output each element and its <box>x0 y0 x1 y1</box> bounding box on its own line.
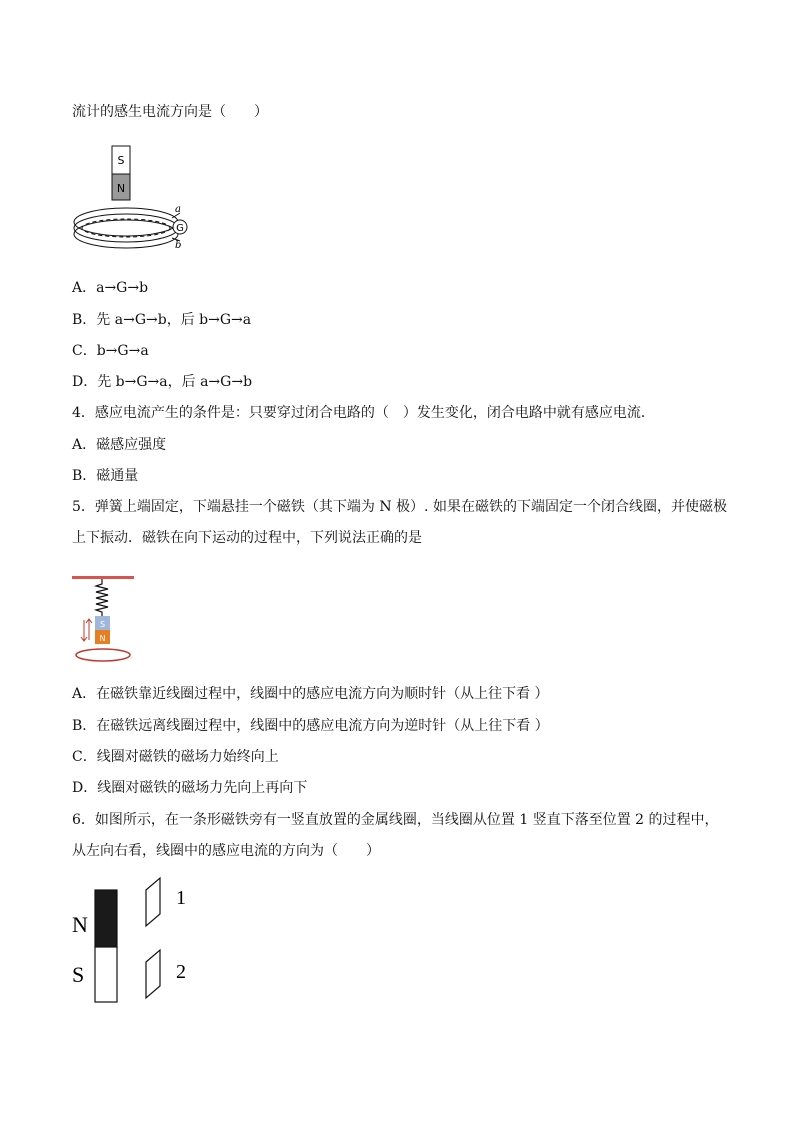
q3-option-b: B．先 a→G→b，后 b→G→a <box>72 312 252 328</box>
q5-option-b: B．在磁铁远离线圈过程中，线圈中的感应电流方向为逆时针（从上往下看 ） <box>72 718 549 734</box>
q3-option-a: A．a→G→b <box>72 280 149 296</box>
q3-terminal-b: b <box>175 240 182 251</box>
q5-spring <box>96 579 108 616</box>
q6-magnet-s <box>95 947 117 1002</box>
q5-option-a: A．在磁铁靠近线圈过程中，线圈中的感应电流方向为顺时针（从上往下看 ） <box>72 686 549 702</box>
q3-magnet-s-label: S <box>117 154 125 167</box>
q3-option-d: D．先 b→G→a，后 a→G→b <box>72 374 253 390</box>
q5-option-c: C．线圈对磁铁的磁场力始终向上 <box>72 749 279 765</box>
q3-figure <box>68 142 198 252</box>
q6-position-2-label: 2 <box>176 961 186 983</box>
q5-motion-arrows <box>81 619 92 641</box>
q3-terminal-a: a <box>175 204 181 215</box>
q5-figure <box>70 572 140 664</box>
q5-stem-line1: 5．弹簧上端固定，下端悬挂一个磁铁（其下端为 N 极）. 如果在磁铁的下端固定一个闭合线圈，并使磁极 <box>72 499 727 515</box>
q4-option-b: B．磁通量 <box>72 468 139 484</box>
q4-option-a: A．磁感应强度 <box>72 437 167 453</box>
q6-pole-s-label: S <box>72 962 85 987</box>
q6-coil-position-2 <box>146 950 160 998</box>
q6-coil-position-1 <box>146 878 160 926</box>
q5-support-bar <box>72 576 134 579</box>
q3-option-c: C．b→G→a <box>72 343 149 359</box>
q6-pole-n-label: N <box>72 912 88 937</box>
q3-magnet-n-label: N <box>116 182 126 195</box>
q3-coil <box>74 208 178 248</box>
q4-stem: 4．感应电流产生的条件是：只要穿过闭合电路的（ ）发生变化，闭合电路中就有感应电流． <box>72 405 655 421</box>
q3-galvanometer-label: G <box>176 223 184 234</box>
q5-coil <box>76 649 130 661</box>
q6-magnet-n <box>95 890 117 947</box>
q6-stem-line1: 6．如图所示，在一条形磁铁旁有一竖直放置的金属线圈，当线圈从位置 1 竖直下落至位置 2 的过程中， <box>72 812 719 828</box>
q6-position-1-label: 1 <box>176 887 186 909</box>
q5-magnet-s-label: S <box>99 620 106 629</box>
q6-stem-line2: 从左向右看，线圈中的感应电流的方向为（ ） <box>72 843 380 859</box>
q6-figure <box>66 876 206 1008</box>
q5-stem-line2: 上下振动．磁铁在向下运动的过程中，下列说法正确的是 <box>72 530 422 546</box>
q5-magnet-n-label: N <box>99 634 106 643</box>
q5-option-d: D．线圈对磁铁的磁场力先向上再向下 <box>72 780 308 796</box>
q3-stem-tail: 流计的感生电流方向是（ ） <box>72 104 268 120</box>
